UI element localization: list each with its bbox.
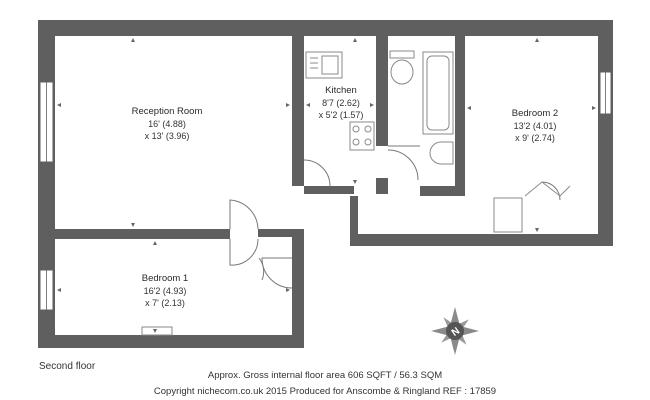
room-name: Bedroom 1	[141, 273, 189, 284]
room-dimension-2: x 7' (2.13)	[145, 298, 185, 308]
door-swings	[230, 146, 560, 288]
room-dimension-1: 16' (4.88)	[148, 119, 186, 129]
room-dimension-1: 8'7 (2.62)	[322, 98, 360, 108]
bedroom-1-label	[115, 273, 215, 309]
bedroom-2-label	[485, 108, 585, 144]
room-name: Kitchen	[325, 85, 357, 96]
room-name: Reception Room	[131, 106, 203, 117]
room-dimension-2: x 5'2 (1.57)	[318, 110, 364, 120]
kitchen-label	[306, 85, 376, 121]
floor-area-note: Approx. Gross internal floor area 606 SQFT / 56.3 SQM	[207, 370, 443, 381]
room-dimension-1: 13'2 (4.01)	[513, 121, 557, 131]
wardrobe	[494, 182, 570, 232]
reception-room-label	[112, 106, 222, 142]
floor-label: Second floor	[39, 361, 96, 372]
room-name: Bedroom 2	[511, 108, 559, 119]
bathroom-fixtures	[390, 51, 453, 164]
copyright-note: Copyright nichecom.co.uk 2015 Produced for Anscombe & Ringland REF : 17859	[153, 386, 497, 397]
room-dimension-2: x 13' (3.96)	[144, 131, 190, 141]
room-dimension-2: x 9' (2.74)	[515, 133, 555, 143]
room-dimension-1: 16'2 (4.93)	[143, 286, 187, 296]
compass-north-letter: N	[449, 325, 462, 339]
compass-rose-icon	[430, 306, 481, 357]
bedroom1-unit	[142, 327, 172, 335]
